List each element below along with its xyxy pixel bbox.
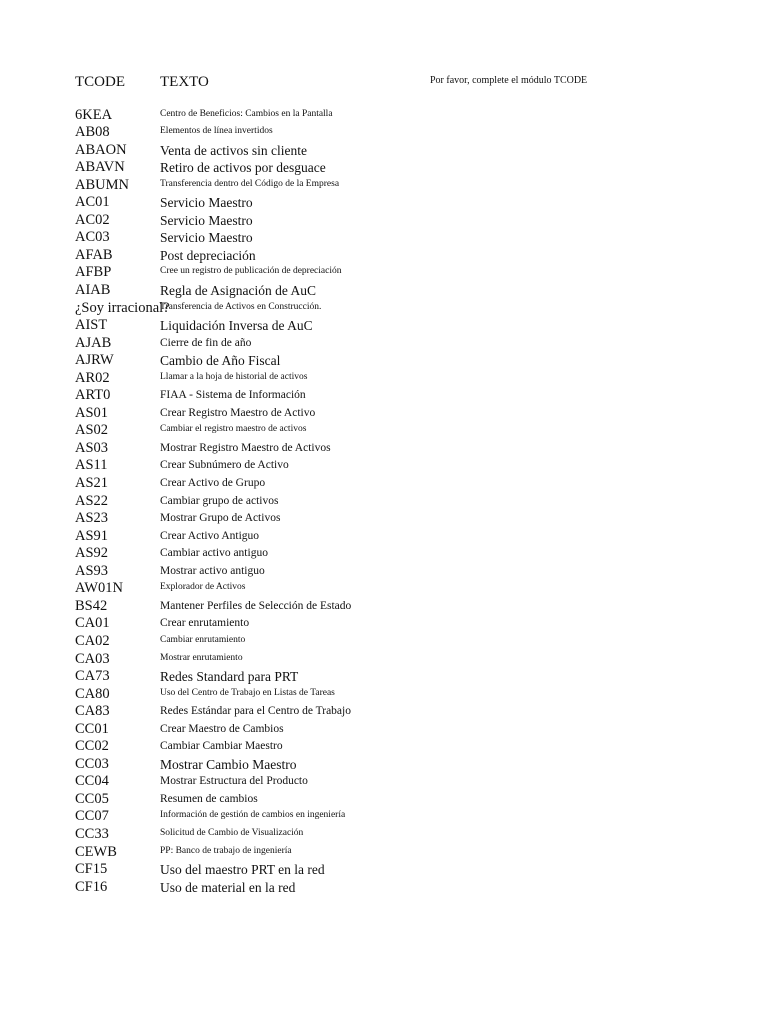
table-row xyxy=(0,439,768,457)
texto-cell: Elementos de línea invertidos xyxy=(160,126,273,137)
column-header-texto: TEXTO xyxy=(160,74,209,90)
tcode-cell: AS01 xyxy=(75,404,109,421)
tcode-cell: CC01 xyxy=(75,720,109,737)
texto-cell: Crear Maestro de Cambios xyxy=(160,722,284,735)
texto-cell: Cierre de fin de año xyxy=(160,336,252,349)
texto-cell: Crear Subnúmero de Activo xyxy=(160,459,289,472)
table-row xyxy=(0,808,768,826)
tcode-cell: AC02 xyxy=(75,211,110,228)
table-row xyxy=(0,738,768,756)
texto-cell: Cambiar grupo de activos xyxy=(160,494,279,507)
texto-cell: Uso del Centro de Trabajo en Listas de Tareas xyxy=(160,687,335,698)
table-row xyxy=(0,369,768,387)
texto-cell: Redes Standard para PRT xyxy=(160,669,299,685)
instruction-note: Por favor, complete el módulo TCODE xyxy=(430,75,588,86)
texto-cell: Mantener Perfiles de Selección de Estado xyxy=(160,599,352,612)
texto-cell: Cambiar Cambiar Maestro xyxy=(160,740,283,753)
texto-cell: Crear Registro Maestro de Activo xyxy=(160,406,316,419)
table-row xyxy=(0,615,768,633)
table-row xyxy=(0,404,768,422)
table-row xyxy=(0,510,768,528)
texto-cell: Mostrar Registro Maestro de Activos xyxy=(160,441,331,454)
table-row xyxy=(0,299,768,317)
tcode-cell: AR02 xyxy=(75,369,110,386)
texto-cell: Transferencia dentro del Código de la Empresa xyxy=(160,178,340,189)
table-row xyxy=(0,334,768,352)
tcode-cell: AFAB xyxy=(75,246,113,263)
table-row xyxy=(0,632,768,650)
texto-cell: Mostrar Cambio Maestro xyxy=(160,756,297,772)
tcode-cell: AS11 xyxy=(75,457,108,474)
table-row xyxy=(0,492,768,510)
tcode-cell: CA80 xyxy=(75,685,110,702)
texto-cell: Crear enrutamiento xyxy=(160,617,250,630)
texto-cell: Mostrar Grupo de Activos xyxy=(160,512,281,525)
tcode-cell: AFBP xyxy=(75,264,112,281)
table-row xyxy=(0,457,768,475)
table-row xyxy=(0,668,768,686)
texto-cell: Mostrar activo antiguo xyxy=(160,564,265,577)
table-row xyxy=(0,580,768,598)
texto-cell: Cambiar enrutamiento xyxy=(160,634,246,645)
table-row xyxy=(0,106,768,124)
table-row xyxy=(0,843,768,861)
texto-cell: Regla de Asignación de AuC xyxy=(160,283,316,299)
tcode-cell: AB08 xyxy=(75,124,110,141)
tcode-cell: CA01 xyxy=(75,615,110,632)
texto-cell: Retiro de activos por desguace xyxy=(160,160,326,176)
texto-cell: Centro de Beneficios: Cambios en la Pantalla xyxy=(160,108,333,119)
texto-cell: Información de gestión de cambios en ingeniería xyxy=(160,810,346,821)
tcode-cell: 6KEA xyxy=(75,106,113,123)
texto-cell: Post depreciación xyxy=(160,247,256,263)
table-row xyxy=(0,352,768,370)
tcode-cell: AIST xyxy=(75,317,108,334)
texto-cell: Cree un registro de publicación de depreciación xyxy=(160,266,342,277)
texto-cell: Cambiar el registro maestro de activos xyxy=(160,424,307,435)
table-row xyxy=(0,211,768,229)
texto-cell: Redes Estándar para el Centro de Trabajo xyxy=(160,705,351,718)
tcode-cell: AIAB xyxy=(75,282,111,299)
table-row xyxy=(0,545,768,563)
table-row xyxy=(0,229,768,247)
tcode-cell: CA73 xyxy=(75,668,110,685)
table-row xyxy=(0,790,768,808)
texto-cell: Solicitud de Cambio de Visualización xyxy=(160,827,304,838)
table-row xyxy=(0,194,768,212)
table-row xyxy=(0,562,768,580)
table-row xyxy=(0,387,768,405)
table-row xyxy=(0,597,768,615)
tcode-cell: CC03 xyxy=(75,755,109,772)
texto-cell: Mostrar Estructura del Producto xyxy=(160,775,308,788)
texto-cell: Explorador de Activos xyxy=(160,582,246,593)
table-row xyxy=(0,246,768,264)
tcode-cell: AS93 xyxy=(75,562,109,579)
tcode-cell: CC33 xyxy=(75,825,109,842)
tcode-cell: ABUMN xyxy=(75,176,129,193)
tcode-cell: AS92 xyxy=(75,545,109,562)
texto-cell: Cambio de Año Fiscal xyxy=(160,353,281,369)
table-row xyxy=(0,264,768,282)
table-row xyxy=(0,703,768,721)
tcode-cell: CC04 xyxy=(75,773,109,790)
table-row xyxy=(0,474,768,492)
tcode-cell: AC01 xyxy=(75,194,110,211)
table-row xyxy=(0,720,768,738)
texto-cell: Mostrar enrutamiento xyxy=(160,652,243,663)
texto-cell: Servicio Maestro xyxy=(160,212,253,228)
table-row xyxy=(0,124,768,142)
table-row xyxy=(0,861,768,879)
tcode-cell: AS03 xyxy=(75,439,109,456)
tcode-cell: AS91 xyxy=(75,527,109,544)
tcode-cell: CF16 xyxy=(75,878,108,895)
table-row xyxy=(0,176,768,194)
table-row xyxy=(0,878,768,896)
table-row xyxy=(0,773,768,791)
tcode-cell: CEWB xyxy=(75,843,117,860)
texto-cell: Crear Activo Antiguo xyxy=(160,529,260,542)
tcode-cell: BS42 xyxy=(75,597,108,614)
tcode-cell: CA02 xyxy=(75,632,110,649)
tcode-cell: CF15 xyxy=(75,861,108,878)
tcode-cell: CC07 xyxy=(75,808,109,825)
table-row xyxy=(0,755,768,773)
texto-cell: Transferencia de Activos en Construcción. xyxy=(160,301,322,312)
table-row xyxy=(0,685,768,703)
texto-cell: Liquidación Inversa de AuC xyxy=(160,318,313,334)
tcode-cell: AC03 xyxy=(75,229,110,246)
texto-cell: Servicio Maestro xyxy=(160,195,253,211)
texto-cell: Servicio Maestro xyxy=(160,230,253,246)
tcode-cell: ¿Soy irracional? xyxy=(75,299,170,316)
table-row xyxy=(0,159,768,177)
tcode-cell: ABAVN xyxy=(75,159,125,176)
table-row xyxy=(0,281,768,299)
tcode-cell: AS21 xyxy=(75,475,109,492)
tcode-cell: AW01N xyxy=(75,580,123,597)
tcode-table xyxy=(0,106,768,896)
tcode-cell: CA03 xyxy=(75,650,110,667)
table-row xyxy=(0,317,768,335)
tcode-cell: ART0 xyxy=(75,387,111,404)
tcode-cell: AJRW xyxy=(75,352,114,369)
texto-cell: Llamar a la hoja de historial de activos xyxy=(160,371,308,382)
texto-cell: PP: Banco de trabajo de ingeniería xyxy=(160,845,292,856)
table-row xyxy=(0,650,768,668)
tcode-cell: AJAB xyxy=(75,334,112,351)
table-row xyxy=(0,422,768,440)
table-row xyxy=(0,141,768,159)
texto-cell: Uso del maestro PRT en la red xyxy=(160,862,325,878)
texto-cell: Cambiar activo antiguo xyxy=(160,547,268,560)
tcode-cell: AS23 xyxy=(75,510,109,527)
texto-cell: Uso de material en la red xyxy=(160,879,296,895)
tcode-cell: CC02 xyxy=(75,738,109,755)
tcode-cell: CC05 xyxy=(75,790,109,807)
texto-cell: Crear Activo de Grupo xyxy=(160,477,266,490)
table-row xyxy=(0,527,768,545)
tcode-cell: AS02 xyxy=(75,422,109,439)
texto-cell: Venta de activos sin cliente xyxy=(160,142,307,158)
tcode-cell: AS22 xyxy=(75,492,109,509)
tcode-cell: ABAON xyxy=(75,141,127,158)
table-row xyxy=(0,825,768,843)
tcode-cell: CA83 xyxy=(75,703,110,720)
texto-cell: FIAA - Sistema de Información xyxy=(160,389,306,402)
texto-cell: Resumen de cambios xyxy=(160,792,258,805)
column-header-tcode: TCODE xyxy=(75,74,125,90)
